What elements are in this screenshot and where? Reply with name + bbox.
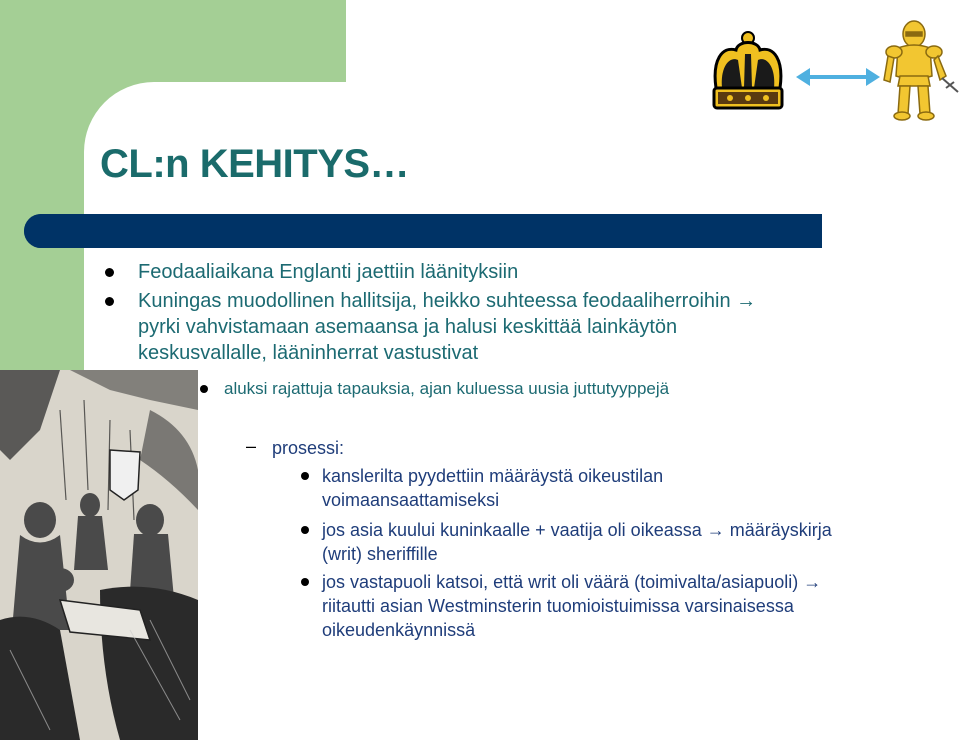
bullet-king-ruler	[138, 288, 756, 366]
bullet-line: Kuningas muodollinen hallitsija, heikko suhteessa feodaaliherroihin →	[138, 290, 757, 312]
bullet-dot	[301, 578, 309, 586]
bullet-line: pyrki vahvistamaan asemaansa ja halusi keskittää lainkäytön	[138, 316, 678, 338]
bullet-line: keskusvallalle, lääninherrat vastustivat	[138, 342, 479, 364]
bullet-line: kanslerilta pyydettiin määräystä oikeustilan	[322, 466, 664, 486]
bullet-line: jos vastapuoli katsoi, että writ oli väärä (toimivalta/asiapuoli) →	[322, 572, 822, 592]
bullet-line: jos asia kuului kuninkaalle + vaatija oli oikeassa → määräyskirja	[322, 520, 832, 540]
slide-title: CL:n KEHITYS…	[100, 142, 410, 186]
bullet-line: Feodaaliaikana Englanti jaettiin läänityksiin	[138, 261, 519, 283]
bullet-dot	[105, 268, 114, 277]
bullet-line: oikeudenkäynnissä	[322, 620, 476, 640]
bullet-limited-cases	[224, 378, 669, 400]
bullet-feudal-england	[138, 259, 518, 285]
bullet-chancellor	[322, 464, 663, 512]
bullet-line: (writ) sheriffille	[322, 544, 438, 564]
bullet-line: voimaansaattamiseksi	[322, 490, 500, 510]
bullet-dot	[105, 297, 114, 306]
bullet-process: prosessi:	[272, 438, 345, 458]
bullet-writ-sheriff	[322, 518, 832, 566]
bullet-line: aluksi rajattuja tapauksia, ajan kuluessa uusia juttutyyppejä	[224, 379, 670, 398]
bullet-dash: –	[246, 436, 257, 456]
bullet-dot	[301, 526, 309, 534]
bullet-westminster	[322, 570, 821, 642]
bullet-dot	[301, 472, 309, 480]
bullet-dot	[200, 385, 208, 393]
bullet-line: riitautti asian Westminsterin tuomioistuimissa varsinaisessa	[322, 596, 794, 616]
